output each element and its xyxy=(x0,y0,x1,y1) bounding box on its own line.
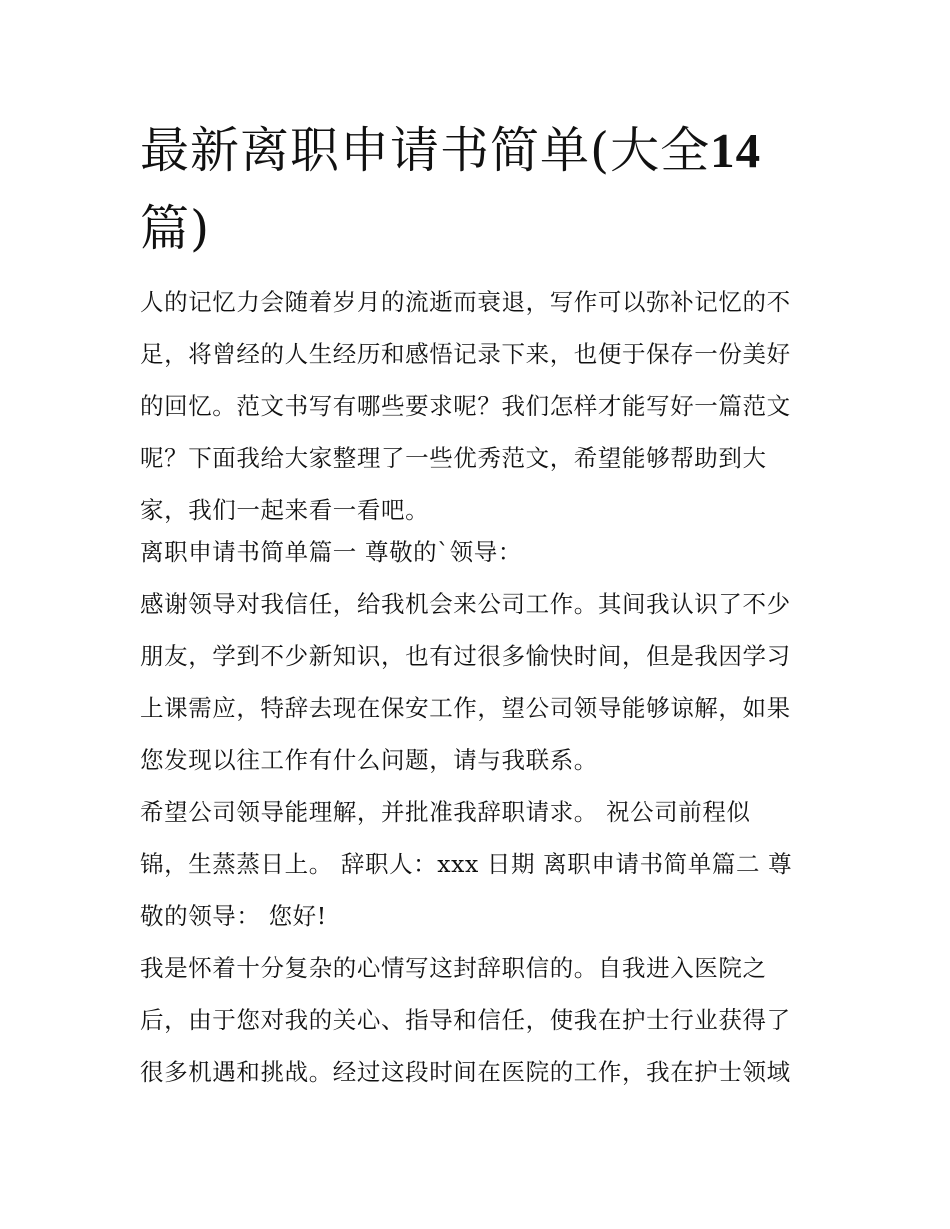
title-text-end: 篇) xyxy=(140,200,211,257)
paragraph-line: 后，由于您对我的关心、指导和信任，使我在护士行业获得了 xyxy=(140,1006,791,1034)
paragraph-line: 很多机遇和挑战。经过这段时间在医院的工作，我在护士领域 xyxy=(140,1058,791,1086)
intro-paragraph xyxy=(140,276,816,536)
paragraph-line: 上课需应，特辞去现在保安工作，望公司领导能够谅解，如果 xyxy=(140,694,791,722)
letter-1-body xyxy=(140,578,816,786)
paragraph-line: 离职申请书简单篇一 尊敬的`领导： xyxy=(140,538,522,566)
title-number: 14 xyxy=(710,123,762,178)
paragraph-line: 人的记忆力会随着岁月的流逝而衰退，写作可以弥补记忆的不 xyxy=(140,288,791,316)
title-text: 最新离职申请书简单(大全 xyxy=(140,122,711,179)
paragraph-line: 锦，生蒸蒸日上。 辞职人：xxx 日期 离职申请书简单篇二 尊 xyxy=(140,850,793,878)
paragraph-line: 感谢领导对我信任，给我机会来公司工作。其间我认识了不少 xyxy=(140,590,791,618)
document-title xyxy=(140,112,800,268)
letter-1-closing xyxy=(140,786,816,942)
paragraph-line: 我是怀着十分复杂的心情写这封辞职信的。自我进入医院之 xyxy=(140,954,767,982)
paragraph-line: 足，将曾经的人生经历和感悟记录下来，也便于保存一份美好 xyxy=(140,340,791,368)
paragraph-line: 敬的领导： 您好! xyxy=(140,902,327,930)
letter-2-body xyxy=(140,942,816,1098)
paragraph-line: 呢？下面我给大家整理了一些优秀范文，希望能够帮助到大 xyxy=(140,444,767,472)
paragraph-line: 希望公司领导能理解，并批准我辞职请求。 祝公司前程似 xyxy=(140,798,751,826)
paragraph-line: 家，我们一起来看一看吧。 xyxy=(140,496,430,524)
paragraph-line: 朋友，学到不少新知识，也有过很多愉快时间，但是我因学习 xyxy=(140,642,791,670)
paragraph-line: 您发现以往工作有什么问题，请与我联系。 xyxy=(140,746,598,774)
paragraph-line: 的回忆。范文书写有哪些要求呢？我们怎样才能写好一篇范文 xyxy=(140,392,791,420)
section-heading-1 xyxy=(140,526,816,578)
